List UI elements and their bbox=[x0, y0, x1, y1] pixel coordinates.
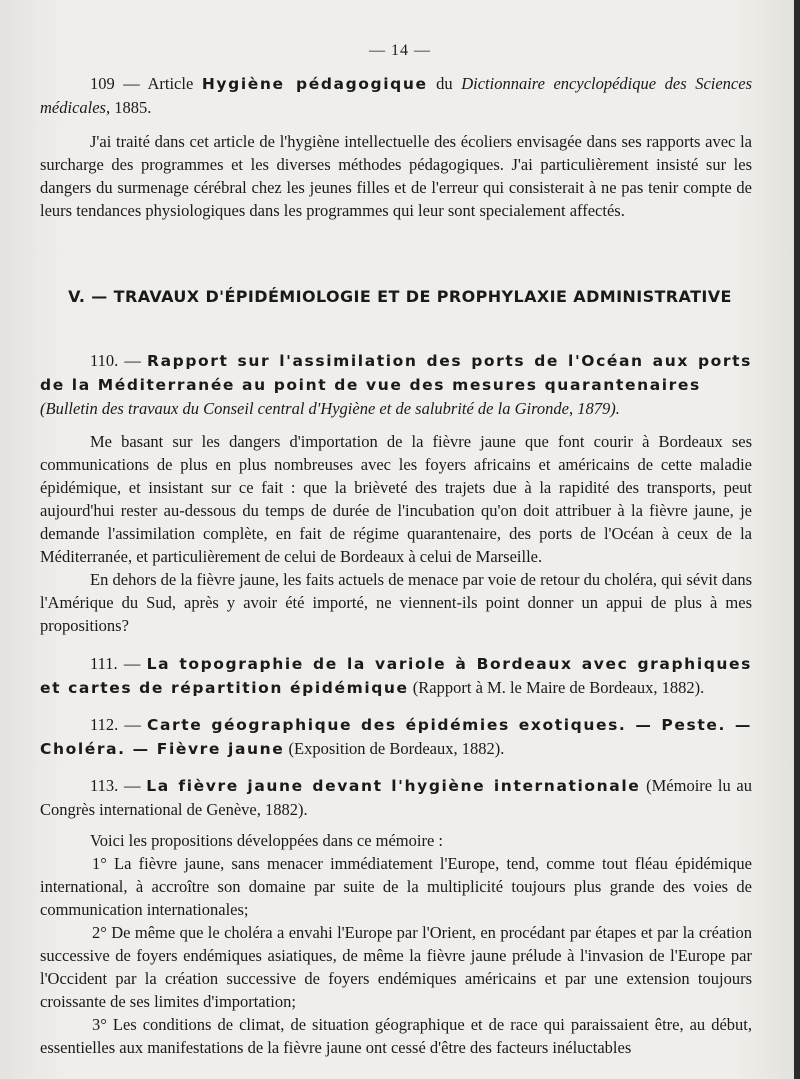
entry-111-rest: (Rapport à M. le Maire de Bordeaux, 1882). bbox=[408, 678, 705, 697]
entry-112-heading bbox=[40, 713, 752, 761]
entry-112-title: Carte géographique des épidémies exotiques. — Peste. — Choléra. — Fièvre jaune bbox=[40, 716, 752, 758]
entry-111 bbox=[40, 652, 752, 700]
entry-110-heading bbox=[40, 349, 752, 397]
entry-113-intro: Voici les propositions développées dans ce mémoire : bbox=[90, 831, 443, 850]
entry-113-heading bbox=[40, 774, 752, 821]
entry-113-rest: (Mémoire lu au Congrès international de Genève, 1882). bbox=[40, 776, 753, 819]
entry-111-number: 111. — bbox=[90, 654, 147, 673]
entry-109-number: 109 — Article bbox=[90, 74, 202, 93]
entry-110-paragraph-2: En dehors de la fièvre jaune, les faits actuels de menace par voie de retour du choléra, qui sévit dans l'Amérique du Sud, après y avoir été importé, ne viennent-ils point donner un appui de plus à mes propositions? bbox=[40, 570, 752, 635]
entry-110-number: 110. — bbox=[90, 351, 148, 370]
entry-113-item-1: 1° La fièvre jaune, sans menacer immédiatement l'Europe, tend, comme tout fléau épidémique international, à accroître son domaine par suite de la multiplicité toujours plus grande des voies de communication internationales; bbox=[40, 854, 752, 919]
entry-111-heading bbox=[40, 652, 752, 700]
entry-110-reference: (Bulletin des travaux du Conseil central d'Hygiène et de salubrité de la Gironde, 1879). bbox=[40, 399, 620, 418]
entry-111-title: La topographie de la variole à Bordeaux avec graphiques et cartes de répartition épidémique bbox=[40, 655, 752, 697]
entry-110-paragraph-1: Me basant sur les dangers d'importation de la fièvre jaune que font courir à Bordeaux ses communications de plus en plus nombreuses avec les foyers africains et américains de cette maladie épidémique, et insistant sur ce fait : que la brièveté des trajets due à la rapidité des transports, peut aujourd'hui rester au-dessous du temps de durée de l'incubation qu'on doit attribuer à la fièvre jaune, je demande l'assimilation complète, en fait de régime quarantenaire, des ports de l'Océan à ceux de la Méditerranée, et particulièrement de celui de Bordeaux à celui de Marseille. bbox=[40, 432, 752, 566]
entry-109-reference: Dictionnaire encyclopédique des Sciences médicales bbox=[40, 74, 752, 117]
section-heading: V. — TRAVAUX D'ÉPIDÉMIOLOGIE ET DE PROPHYLAXIE ADMINISTRATIVE bbox=[68, 287, 732, 306]
entry-113-number: 113. — bbox=[90, 776, 147, 795]
entry-113-title: La fièvre jaune devant l'hygiène internationale bbox=[146, 777, 641, 795]
entry-109 bbox=[40, 72, 752, 222]
entry-110-title: Rapport sur l'assimilation des ports de l'Océan aux ports de la Méditerranée au point de vue des mesures quarantenaires bbox=[40, 352, 752, 394]
page-edge-shadow bbox=[794, 0, 800, 1079]
entry-109-year: , 1885. bbox=[105, 98, 152, 117]
entry-113-item-2: 2° De même que le choléra a envahi l'Europe par l'Orient, en procédant par étapes et par la création successive de foyers endémiques asiatiques, de même la fièvre jaune prélude à l'invasion de l'Europe par l'Occident par la création successive de foyers endémiques américains et par une extension toujours croissante de ses limites d'importation; bbox=[40, 923, 752, 1011]
entry-109-body: J'ai traité dans cet article de l'hygiène intellectuelle des écoliers envisagée dans ses rapports avec la surcharge des programmes et les diverses méthodes pédagogiques. J'ai particulièrement insisté sur les dangers du surmenage cérébral chez les jeunes filles et de l'erreur qui consisterait à ne pas tenir compte de leurs tendances physiologiques dans les programmes qui leur sont specialement affectés. bbox=[40, 132, 752, 220]
entry-110 bbox=[40, 349, 752, 637]
entry-112-rest: (Exposition de Bordeaux, 1882). bbox=[284, 739, 505, 758]
entry-113 bbox=[40, 774, 752, 1059]
entry-109-title: Hygiène pédagogique bbox=[201, 75, 428, 93]
page-number: — 14 — bbox=[369, 42, 431, 59]
entry-112 bbox=[40, 713, 752, 761]
entry-113-item-3: 3° Les conditions de climat, de situation géographique et de race qui paraissaient être, au début, essentielles aux manifestations de la fièvre jaune ont cessé d'être des facteurs inéluctables bbox=[40, 1015, 752, 1057]
entry-109-du: du bbox=[427, 74, 462, 93]
entry-109-heading bbox=[40, 72, 752, 119]
entry-112-number: 112. — bbox=[90, 715, 147, 734]
